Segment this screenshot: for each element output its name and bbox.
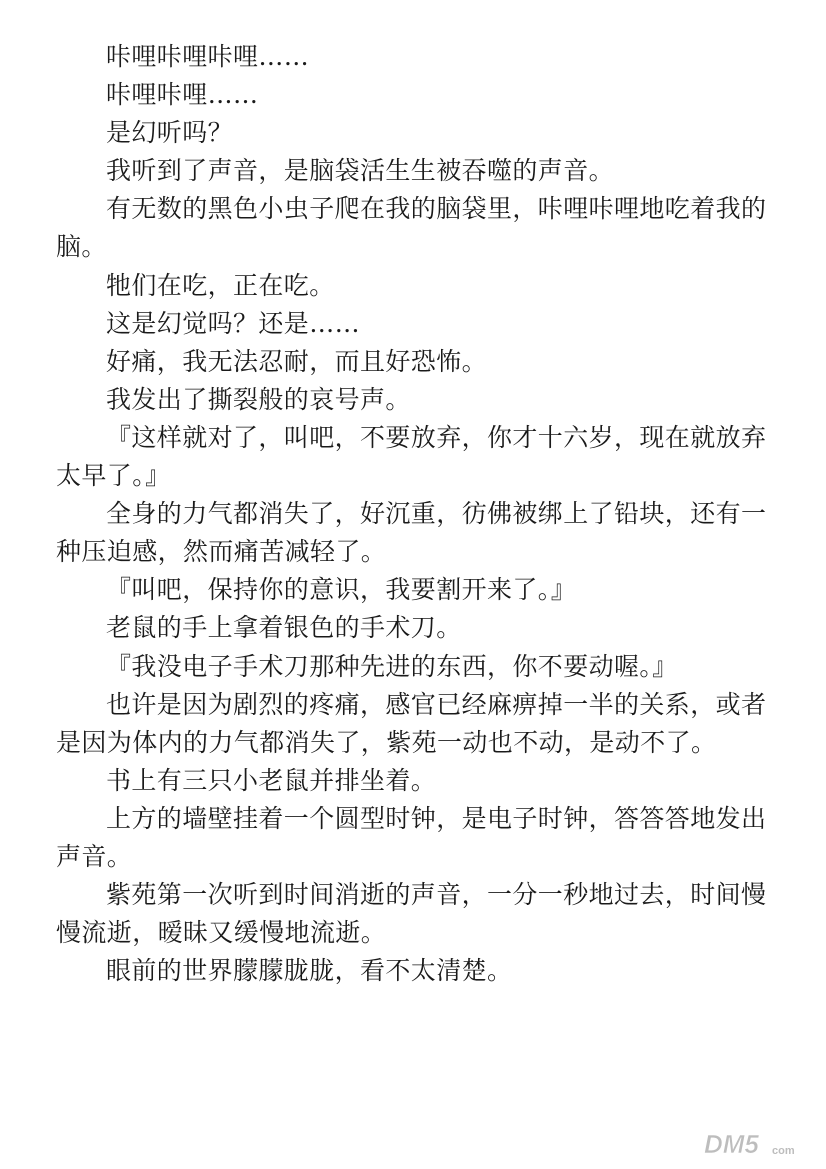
paragraph: 是幻听吗？	[106, 118, 234, 148]
paragraph: 牠们在吃，正在吃。	[106, 270, 335, 300]
svg-text:com: com	[772, 1145, 795, 1157]
paragraph: 『叫吧，保持你的意识，我要割开来了。』	[106, 575, 577, 605]
paragraph: 这是幻觉吗？还是……	[106, 308, 361, 338]
paragraph: 紫苑第一次听到时间消逝的声音，一分一秒地过去，时间慢慢流逝，暧昧又缓慢地流逝。	[56, 880, 767, 948]
text-body	[56, 38, 778, 990]
dm5-logo-icon	[702, 1129, 812, 1159]
paragraph: 我发出了撕裂般的哀号声。	[106, 384, 411, 414]
paragraph: 我听到了声音，是脑袋活生生被吞噬的声音。	[106, 156, 615, 186]
paragraph: 全身的力气都消失了，好沉重，彷佛被绑上了铅块，还有一种压迫感，然而痛苦减轻了。	[56, 499, 767, 567]
paragraph: 书上有三只小老鼠并排坐着。	[106, 765, 437, 795]
paragraph: 眼前的世界朦朦胧胧，看不太清楚。	[106, 956, 513, 986]
paragraph: 咔哩咔哩……	[106, 80, 259, 110]
paragraph: 『我没电子手术刀那种先进的东西，你不要动喔。』	[106, 651, 678, 681]
dm5-watermark-logo	[702, 1129, 812, 1159]
paragraph: 『这样就对了，叫吧，不要放弃，你才十六岁，现在就放弃太早了。』	[56, 422, 767, 491]
paragraph: 老鼠的手上拿着银色的手术刀。	[106, 613, 462, 643]
paragraph: 有无数的黑色小虫子爬在我的脑袋里，咔哩咔哩地吃着我的脑。	[56, 194, 767, 262]
svg-text:DM5: DM5	[704, 1129, 759, 1159]
paragraph: 好痛，我无法忍耐，而且好恐怖。	[106, 346, 488, 376]
paragraph: 咔哩咔哩咔哩……	[106, 42, 310, 71]
paragraph: 上方的墙壁挂着一个圆型时钟，是电子时钟，答答答地发出声音。	[56, 803, 767, 871]
paragraph: 也许是因为剧烈的疼痛，感官已经麻痹掉一半的关系，或者是因为体内的力气都消失了，紫苑一动也不动，是动不了。	[56, 689, 767, 757]
